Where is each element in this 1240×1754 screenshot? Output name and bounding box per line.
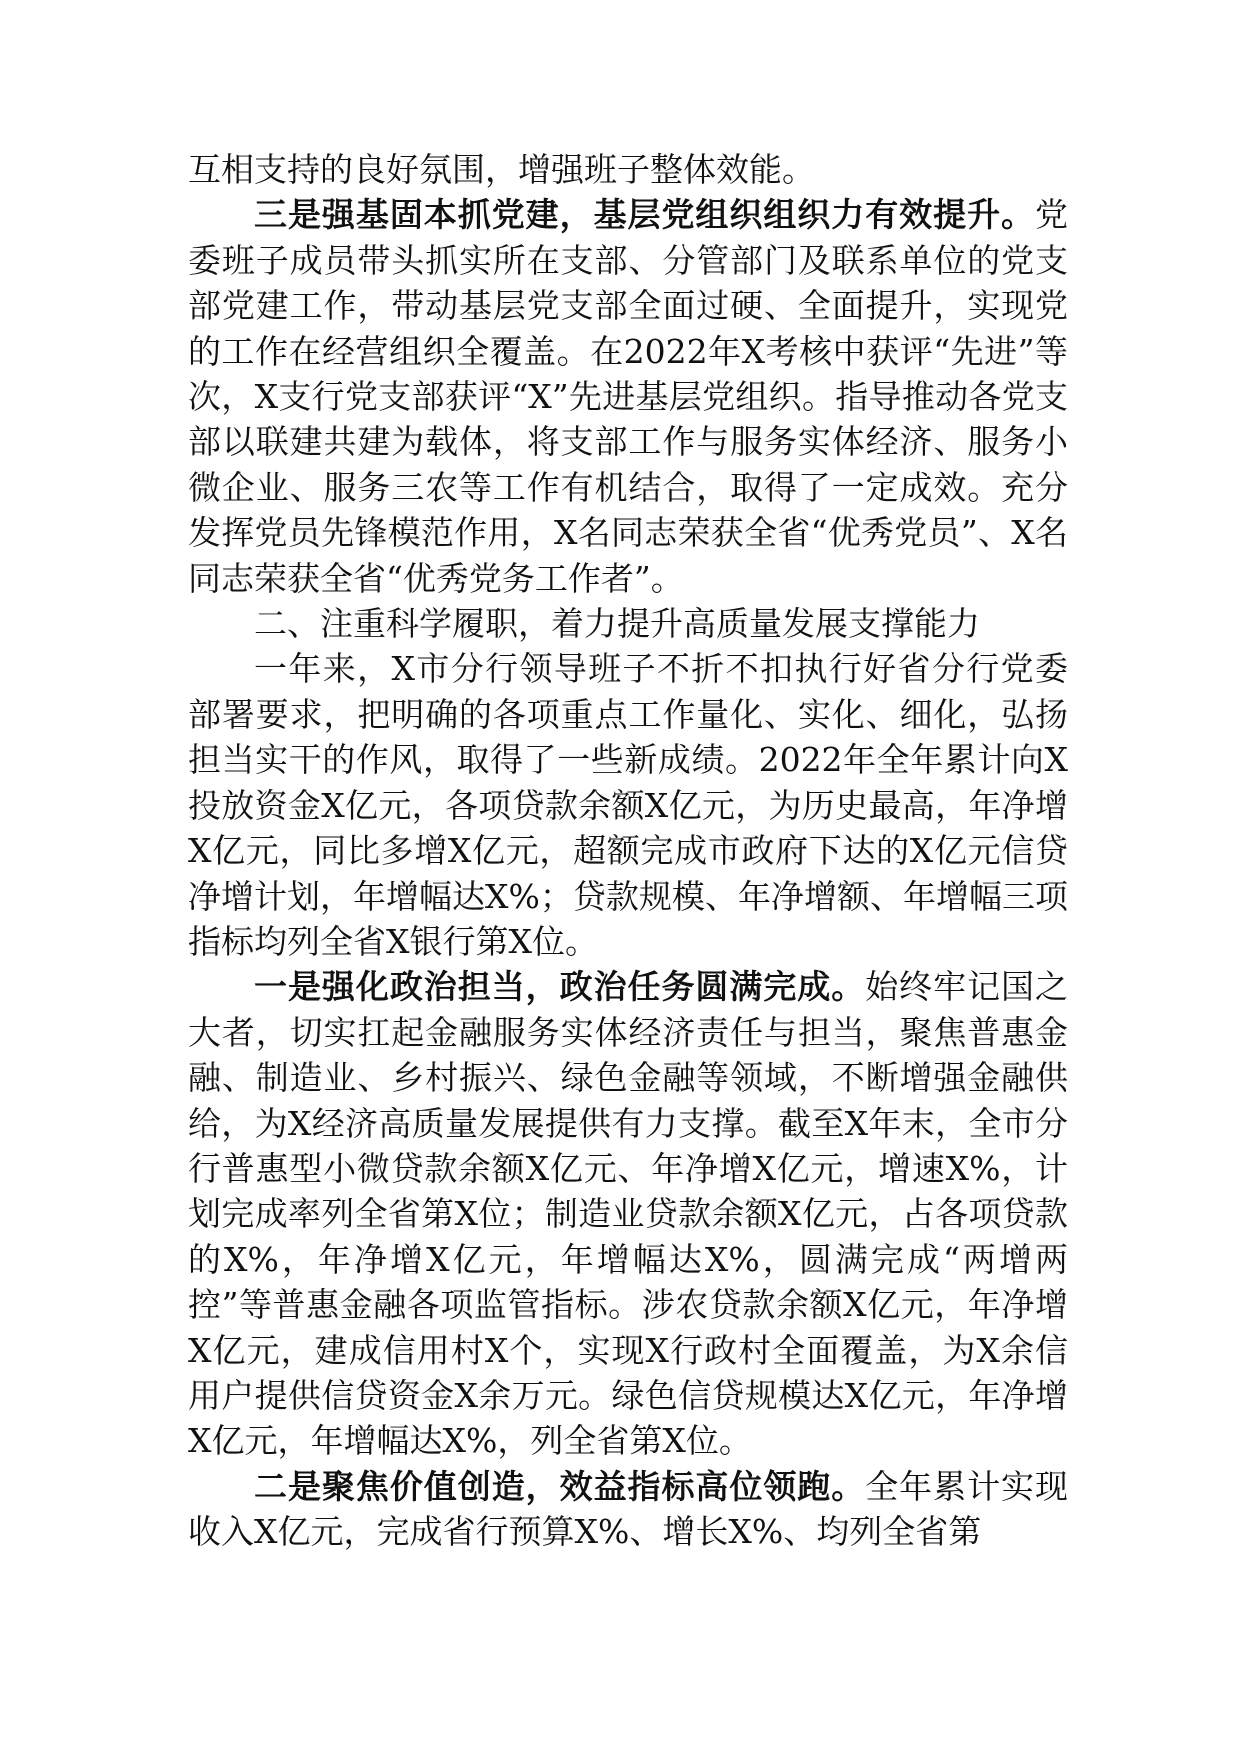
- paragraph-5-lead: 一是强化政治担当，政治任务圆满完成。: [254, 967, 866, 1007]
- paragraph-5: [188, 964, 1068, 1463]
- paragraph-1-text: 互相支持的良好氛围，增强班子整体效能。: [188, 150, 815, 189]
- paragraph-6-lead: 二是聚焦价值创造，效益指标高位领跑。: [254, 1466, 866, 1506]
- paragraph-4-text: 一年来，X市分行领导班子不折不扣执行好省分行党委部署要求，把明确的各项重点工作量化、实化、细化，弘扬担当实干的作风，取得了一些新成绩。2022年全年累计向X投放资金X亿元，各项贷款余额X亿元，为历史最高，年净增X亿元，同比多增X亿元，超额完成市政府下达的X亿元信贷净增计划，年增幅达X%；贷款规模、年净增额、年增幅三项指标均列全省X银行第X位。: [188, 649, 1068, 961]
- section-heading-text: 二、注重科学履职，着力提升高质量发展支撑能力: [254, 604, 980, 644]
- paragraph-5-text: 始终牢记国之大者，切实扛起金融服务实体经济责任与担当，聚焦普惠金融、制造业、乡村振兴、绿色金融等领域，不断增强金融供给，为X经济高质量发展提供有力支撑。截至X年末，全市分行普惠型小微贷款余额X亿元、年净增X亿元，增速X%，计划完成率列全省第X位；制造业贷款余额X亿元，占各项贷款的X%，年净增X亿元，年增幅达X%，圆满完成“两增两控”等普惠金融各项监管指标。涉农贷款余额X亿元，年净增X亿元，建成信用村X个，实现X行政村全面覆盖，为X余信用户提供信贷资金X余万元。绿色信贷规模达X亿元，年净增X亿元，年增幅达X%，列全省第X位。: [188, 967, 1069, 1461]
- paragraph-2: [188, 192, 1068, 601]
- paragraph-2-text: 党委班子成员带头抓实所在支部、分管部门及联系单位的党支部党建工作，带动基层党支部全面过硬、全面提升，实现党的工作在经营组织全覆盖。在2022年X考核中获评“先进”等次，X支行党支部获评“X”先进基层党组织。指导推动各党支部以联建共建为载体，将支部工作与服务实体经济、服务小微企业、服务三农等工作有机结合，取得了一定成效。充分发挥党员先锋模范作用，X名同志荣获全省“优秀党员”、X名同志荣获全省“优秀党务工作者”。: [188, 195, 1068, 598]
- paragraph-6: [188, 1464, 1068, 1555]
- paragraph-1: [188, 147, 1068, 192]
- section-heading: [188, 601, 1068, 646]
- paragraph-4: [188, 646, 1068, 964]
- paragraph-2-lead: 三是强基固本抓党建，基层党组织组织力有效提升。: [254, 195, 1035, 235]
- paragraph-6-text: 全年累计实现收入X亿元，完成省行预算X%、增长X%、均列全省第: [188, 1466, 1069, 1552]
- document-body: [188, 147, 1068, 1555]
